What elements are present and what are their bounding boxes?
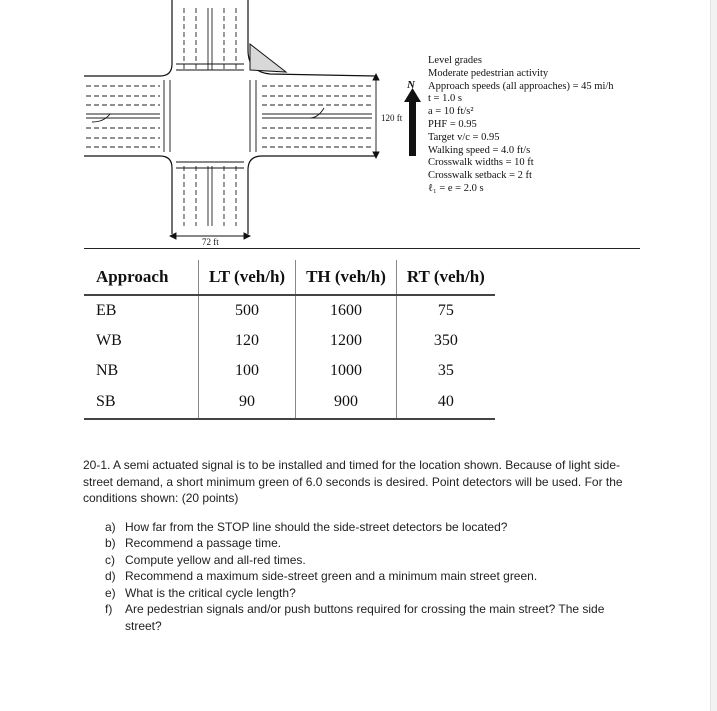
- table-row: [84, 386, 495, 419]
- left-turn-bay-tapers: [92, 108, 324, 122]
- column-header: TH (veh/h): [296, 260, 397, 295]
- question-item: [83, 601, 643, 634]
- table-cell: 1200: [296, 326, 397, 356]
- question-text: Are pedestrian signals and/or push buttons required for crossing the main street? The side street?: [125, 602, 605, 633]
- question-text: Recommend a passage time.: [125, 536, 282, 550]
- condition-line: Walking speed = 4.0 ft/s: [428, 144, 531, 156]
- condition-line: a = 10 ft/s²: [428, 106, 474, 118]
- table-cell: EB: [84, 295, 199, 326]
- north-label: N: [407, 79, 415, 91]
- question-text: Compute yellow and all-red times.: [125, 552, 306, 567]
- road-curbs: [84, 0, 375, 234]
- intersection-diagram: [0, 0, 460, 250]
- table-cell: NB: [84, 356, 199, 386]
- volume-table: [84, 260, 495, 420]
- dimension-120ft-label: 120 ft: [381, 113, 403, 123]
- dimension-72ft-label: 72 ft: [202, 237, 219, 247]
- table-cell: 1600: [296, 295, 397, 326]
- column-header: Approach: [84, 260, 199, 295]
- question-text: What is the critical cycle length?: [125, 585, 296, 600]
- table-row: [84, 356, 495, 386]
- condition-line: Moderate pedestrian activity: [428, 67, 549, 79]
- question-text: Recommend a maximum side-street green and a minimum main street green.: [125, 569, 538, 583]
- lane-markings: [86, 8, 372, 226]
- divider-rule: [84, 248, 640, 249]
- table-cell: 500: [199, 295, 296, 326]
- question-letter: d): [105, 569, 116, 583]
- north-arrow-icon: [404, 88, 421, 156]
- table-row: [84, 295, 495, 326]
- condition-line: Approach speeds (all approaches) = 45 mi/h: [428, 80, 614, 92]
- table-row: [84, 326, 495, 356]
- question-letter: c): [105, 552, 115, 567]
- table-cell: 1000: [296, 356, 397, 386]
- table-cell: 35: [437, 362, 454, 379]
- question-item: [83, 585, 643, 602]
- crosswalks: [164, 64, 256, 168]
- question-text: How far from the STOP line should the side-street detectors be located?: [125, 519, 508, 534]
- question-item: [83, 535, 643, 552]
- table-cell: 350: [433, 332, 458, 349]
- page-edge: [710, 0, 717, 711]
- question-letter: b): [105, 536, 116, 550]
- design-conditions: [428, 55, 614, 196]
- table-cell: WB: [84, 326, 199, 356]
- problem-statement: [83, 457, 643, 634]
- channelization-island: [250, 44, 286, 72]
- table-cell: 90: [199, 386, 296, 419]
- table-cell: 900: [296, 386, 397, 419]
- problem-intro: 20-1. A semi actuated signal is to be installed and timed for the location shown. Because of light side-street demand, a short minimum green of 6.0 seconds is desired. Point detectors will be used. For the conditions shown: (20 points): [83, 458, 623, 505]
- table-cell: 100: [199, 356, 296, 386]
- question-letter: e): [105, 585, 116, 600]
- condition-line: t = 1.0 s: [428, 93, 462, 105]
- question-letter: a): [105, 519, 116, 534]
- table-cell: SB: [84, 386, 199, 419]
- table-cell: 120: [199, 326, 296, 356]
- condition-line: Target v/c = 0.95: [428, 131, 500, 143]
- question-item: [83, 568, 643, 585]
- condition-line: Crosswalk widths = 10 ft: [428, 157, 534, 169]
- question-letter: f): [105, 602, 113, 616]
- table-header-row: [84, 260, 495, 295]
- dimension-120ft: [373, 74, 379, 158]
- question-item: [83, 552, 643, 569]
- question-item: [83, 519, 643, 536]
- condition-line: Crosswalk setback = 2 ft: [428, 170, 532, 182]
- condition-line: ℓ₁ = e = 2.0 s: [428, 182, 484, 194]
- condition-line: Level grades: [428, 55, 482, 66]
- table-cell: 40: [396, 386, 494, 419]
- condition-line: PHF = 0.95: [428, 118, 477, 130]
- column-header: LT (veh/h): [199, 260, 296, 295]
- table-cell: 75: [437, 302, 454, 319]
- column-header: RT (veh/h): [396, 260, 494, 295]
